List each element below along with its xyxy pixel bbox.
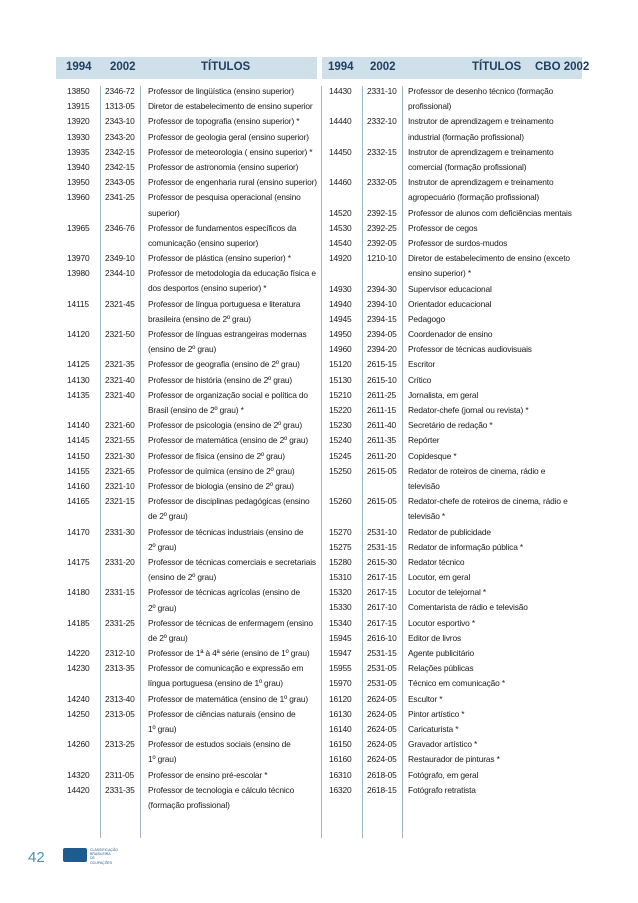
code-1994: 16150 — [329, 739, 352, 750]
occupation-title: Locutor, em geral — [408, 572, 471, 583]
occupation-title: 1º grau) — [148, 724, 177, 735]
code-2002: 2394-05 — [367, 329, 397, 340]
code-2002: 2346-76 — [105, 222, 135, 233]
code-2002: 2331-20 — [105, 556, 135, 567]
occupation-title: Professor de fundamentos específicos da — [148, 222, 297, 233]
table-row — [0, 375, 638, 390]
left-table-header — [56, 57, 317, 79]
occupation-title: Gravador artístico * — [408, 739, 478, 750]
table-row — [0, 542, 638, 557]
code-2002: 2394-30 — [367, 283, 397, 294]
code-1994: 15340 — [329, 617, 352, 628]
code-1994: 15945 — [329, 632, 352, 643]
occupation-title: (formação profissional) — [148, 800, 230, 811]
code-2002: 2624-05 — [367, 739, 397, 750]
occupation-title: Professor de cegos — [408, 222, 478, 233]
code-2002: 2321-10 — [105, 480, 135, 491]
code-1994: 15245 — [329, 450, 352, 461]
code-1994: 14120 — [67, 329, 90, 340]
code-2002: 2394-15 — [367, 313, 397, 324]
occupation-title: Pintor artístico * — [408, 708, 465, 719]
code-1994: 15955 — [329, 663, 352, 674]
code-1994: 14440 — [329, 116, 352, 127]
code-1994: 13940 — [67, 161, 90, 172]
code-2002: 2624-05 — [367, 723, 397, 734]
code-2002: 2531-15 — [367, 648, 397, 659]
code-2002: 2346-72 — [105, 86, 135, 96]
right-table-body — [0, 86, 638, 800]
occupation-title: 1º grau) — [148, 754, 177, 765]
occupation-title: Copidesque * — [408, 450, 457, 461]
code-1994: 15220 — [329, 405, 352, 416]
table-row — [0, 572, 638, 587]
code-2002: 2343-20 — [105, 131, 135, 142]
occupation-title: comercial (formação profissional) — [408, 161, 527, 172]
code-2002: 2331-15 — [105, 587, 135, 598]
right-table-header — [322, 57, 590, 79]
table-row — [0, 618, 638, 633]
occupation-title: comunicação (ensino superior) — [148, 237, 259, 248]
code-2002: 2332-10 — [367, 116, 397, 127]
occupation-title: Professor de metodologia da educação física e — [148, 268, 316, 279]
table-row — [0, 435, 638, 450]
code-1994: 14460 — [329, 177, 352, 188]
code-2002: 2313-05 — [105, 708, 135, 719]
code-2002: 2611-25 — [367, 389, 397, 400]
code-2002: 1313-05 — [105, 101, 135, 112]
table-row — [0, 359, 638, 374]
code-2002: 2615-30 — [367, 556, 397, 567]
occupation-title: Locutor esportivo * — [408, 617, 475, 628]
code-2002: 2321-40 — [105, 389, 135, 400]
code-2002: 2394-10 — [367, 298, 397, 309]
table-row — [0, 177, 638, 207]
code-1994: 14240 — [67, 693, 90, 704]
code-2002: 2531-05 — [367, 663, 397, 674]
occupation-title: língua portuguesa (ensino de 1º grau) — [148, 678, 283, 689]
code-1994: 13970 — [67, 253, 90, 264]
code-1994: 15320 — [329, 587, 352, 598]
code-2002: 2624-05 — [367, 754, 397, 765]
occupation-title: Redator-chefe de roteiros de cinema, rádio e — [408, 496, 568, 507]
code-2002: 2531-05 — [367, 678, 397, 689]
occupation-title: Professor de psicologia (ensino de 2º grau) — [148, 420, 302, 431]
occupation-title: Professor de plástica (ensino superior) * — [148, 253, 291, 264]
page-number: 42 — [28, 849, 45, 866]
header-1994: 1994 — [66, 61, 92, 73]
code-2002: 2332-15 — [367, 146, 397, 157]
table-row — [0, 648, 638, 663]
code-2002: 2615-05 — [367, 496, 397, 507]
occupation-title: Professor de 1ª à 4ª série (ensino de 1º grau) — [148, 648, 310, 659]
occupation-title: Professor de meteorologia ( ensino superior) * — [148, 146, 313, 157]
code-1994: 15120 — [329, 359, 352, 370]
occupation-title: Fotógrafo, em geral — [408, 769, 479, 780]
occupation-title: Professor de astronomia (ensino superior) — [148, 161, 299, 172]
code-1994: 14180 — [67, 587, 90, 598]
code-1994: 16120 — [329, 693, 352, 704]
code-2002: 2321-60 — [105, 420, 135, 431]
occupation-title: Coordenador de ensino — [408, 329, 493, 340]
occupation-title: 2º grau) — [148, 602, 177, 613]
occupation-title: Professor de organização social e política do — [148, 389, 308, 400]
occupation-title: superior) — [148, 207, 180, 218]
code-1994: 13965 — [67, 222, 90, 233]
header-2002: 2002 — [110, 61, 136, 73]
table-row — [0, 587, 638, 602]
code-2002: 2392-25 — [367, 222, 397, 233]
code-2002: 2321-15 — [105, 496, 135, 507]
code-1994: 14125 — [67, 359, 90, 370]
code-1994: 14920 — [329, 253, 352, 264]
occupation-title: Professor de geografia (ensino de 2º grau) — [148, 359, 300, 370]
code-2002: 2616-10 — [367, 632, 397, 643]
code-1994: 16160 — [329, 754, 352, 765]
code-1994: 14530 — [329, 222, 352, 233]
occupation-title: Redator-chefe (jornal ou revista) * — [408, 405, 529, 416]
occupation-title: Professor de estudos sociais (ensino de — [148, 739, 291, 750]
code-1994: 14940 — [329, 298, 352, 309]
code-2002: 2615-05 — [367, 465, 397, 476]
occupation-title: televisão — [408, 480, 440, 491]
occupation-title: Professor de disciplinas pedagógicas (ensino — [148, 496, 310, 507]
code-1994: 15130 — [329, 374, 352, 385]
code-2002: 2342-15 — [105, 161, 135, 172]
occupation-title: Professor de técnicas audiovisuais — [408, 344, 532, 355]
code-2002: 2617-15 — [367, 572, 397, 583]
occupation-title: Professor de matemática (ensino de 1º grau) — [148, 693, 309, 704]
code-1994: 14430 — [329, 86, 352, 96]
code-2002: 2321-55 — [105, 435, 135, 446]
code-2002: 2311-05 — [105, 769, 135, 780]
code-1994: 14320 — [67, 769, 90, 780]
occupation-title: Professor de história (ensino de 2º grau) — [148, 374, 293, 385]
occupation-title: Repórter — [408, 435, 440, 446]
code-2002: 2611-35 — [367, 435, 397, 446]
occupation-title: profissional) — [408, 101, 452, 112]
occupation-title: Professor de pesquisa operacional (ensino — [148, 192, 301, 203]
code-1994: 14250 — [67, 708, 90, 719]
occupation-title: Locutor de telejornal * — [408, 587, 487, 598]
table-row — [0, 208, 638, 223]
table-row — [0, 299, 638, 314]
code-2002: 2618-15 — [367, 784, 397, 795]
code-1994: 15210 — [329, 389, 352, 400]
code-2002: 2332-05 — [367, 177, 397, 188]
occupation-title: Redator de publicidade — [408, 526, 491, 537]
code-2002: 2312-10 — [105, 648, 135, 659]
code-1994: 14155 — [67, 465, 90, 476]
table-row — [0, 557, 638, 572]
code-2002: 2394-20 — [367, 344, 397, 355]
table-row — [0, 451, 638, 466]
code-2002: 2343-10 — [105, 116, 135, 127]
code-1994: 13980 — [67, 268, 90, 279]
occupation-title: televisão * — [408, 511, 445, 522]
code-2002: 2392-05 — [367, 237, 397, 248]
code-1994: 15230 — [329, 420, 352, 431]
code-1994: 13935 — [67, 146, 90, 157]
code-1994: 14420 — [67, 784, 90, 795]
occupation-title: Diretor de estabelecimento de ensino (exceto — [408, 253, 570, 264]
code-2002: 2611-20 — [367, 450, 397, 461]
occupation-title: 2º grau) — [148, 541, 177, 552]
code-2002: 2349-10 — [105, 253, 135, 264]
code-1994: 13920 — [67, 116, 90, 127]
code-1994: 14520 — [329, 207, 352, 218]
code-2002: 2617-10 — [367, 602, 397, 613]
code-2002: 2313-25 — [105, 739, 135, 750]
occupation-title: Supervisor educacional — [408, 283, 492, 294]
occupation-title: Agente publicitário — [408, 648, 475, 659]
code-2002: 2611-40 — [367, 420, 397, 431]
table-row — [0, 527, 638, 542]
code-1994: 14950 — [329, 329, 352, 340]
occupation-title: Professor de técnicas comerciais e secretariais — [148, 556, 316, 567]
occupation-title: Professor de topografia (ensino superior) * — [148, 116, 300, 127]
code-2002: 2331-30 — [105, 526, 135, 537]
code-2002: 2343-05 — [105, 177, 135, 188]
occupation-title: Diretor de estabelecimento de ensino superior — [148, 101, 313, 112]
code-1994: 14450 — [329, 146, 352, 157]
code-2002: 2313-40 — [105, 693, 135, 704]
occupation-title: Professor de comunicação e expressão em — [148, 663, 304, 674]
occupation-title: ensino superior) * — [408, 268, 471, 279]
occupation-title: Fotógrafo retratista — [408, 784, 476, 795]
occupation-title: Redator técnico — [408, 556, 465, 567]
code-2002: 2331-35 — [105, 784, 135, 795]
code-2002: 2321-35 — [105, 359, 135, 370]
occupation-title: Comentarista de rádio e televisão — [408, 602, 528, 613]
code-1994: 15280 — [329, 556, 352, 567]
code-1994: 16140 — [329, 723, 352, 734]
code-2002: 2342-15 — [105, 146, 135, 157]
code-2002: 2615-10 — [367, 374, 397, 385]
table-row — [0, 496, 638, 526]
occupation-title: Professor de língua portuguesa e literatura — [148, 298, 301, 309]
header-titulos: TÍTULOS — [472, 61, 522, 73]
cbo-logo-icon — [63, 848, 87, 862]
table-row — [0, 86, 638, 116]
occupation-title: Professor de técnicas agrícolas (ensino de — [148, 587, 300, 598]
table-row — [0, 770, 638, 785]
occupation-title: de 2º grau) — [148, 632, 188, 643]
occupation-title: Restaurador de pinturas * — [408, 754, 500, 765]
table-row — [0, 663, 638, 678]
occupation-title: Instrutor de aprendizagem e treinamento — [408, 177, 554, 188]
table-row — [0, 678, 638, 693]
code-1994: 13850 — [67, 86, 90, 96]
code-1994: 14960 — [329, 344, 352, 355]
code-2002: 2321-30 — [105, 450, 135, 461]
code-1994: 16130 — [329, 708, 352, 719]
occupation-title: Instrutor de aprendizagem e treinamento — [408, 146, 554, 157]
occupation-title: dos desportos (ensino superior) * — [148, 283, 267, 294]
code-1994: 13930 — [67, 131, 90, 142]
occupation-title: brasileira (ensino de 2º grau) — [148, 313, 251, 324]
occupation-title: de 2º grau) — [148, 511, 188, 522]
code-1994: 15310 — [329, 572, 352, 583]
table-row — [0, 466, 638, 496]
header-titulos: TÍTULOS — [201, 61, 251, 73]
occupation-title: Professor de engenharia rural (ensino superior) — [148, 177, 317, 188]
occupation-title: (ensino de 2º grau) — [148, 344, 217, 355]
occupation-title: Redator de roteiros de cinema, rádio e — [408, 465, 546, 476]
code-2002: 2531-10 — [367, 526, 397, 537]
occupation-title: Escultor * — [408, 693, 443, 704]
table-row — [0, 602, 638, 617]
occupation-title: Professor de lingüística (ensino superior) — [148, 86, 294, 96]
code-2002: 1210-10 — [367, 253, 397, 264]
occupation-title: Brasil (ensino de 2º grau) * — [148, 405, 244, 416]
logo-text: CLASSIFICAÇÃO BRASILEIRA DE OCUPAÇÕES — [90, 848, 119, 865]
table-row — [0, 754, 638, 769]
occupation-title: Professor de biologia (ensino de 2º grau) — [148, 480, 294, 491]
code-1994: 14930 — [329, 283, 352, 294]
header-2002: 2002 — [370, 61, 396, 73]
code-1994: 13915 — [67, 101, 90, 112]
code-2002: 2321-40 — [105, 374, 135, 385]
code-1994: 14145 — [67, 435, 90, 446]
header-cbo: CBO 2002 — [535, 61, 590, 73]
occupation-title: Relações públicas — [408, 663, 474, 674]
occupation-title: Redator de informação pública * — [408, 541, 523, 552]
table-row — [0, 238, 638, 253]
table-row — [0, 253, 638, 283]
table-row — [0, 147, 638, 177]
code-1994: 14130 — [67, 374, 90, 385]
occupation-title: Professor de ciências naturais (ensino de — [148, 708, 296, 719]
table-row — [0, 223, 638, 238]
occupation-title: Editor de livros — [408, 632, 461, 643]
table-row — [0, 390, 638, 405]
table-row — [0, 405, 638, 420]
code-2002: 2392-15 — [367, 207, 397, 218]
code-2002: 2331-10 — [367, 86, 397, 96]
table-row — [0, 314, 638, 329]
code-2002: 2321-50 — [105, 329, 135, 340]
code-1994: 14220 — [67, 648, 90, 659]
code-1994: 15947 — [329, 648, 352, 659]
occupation-title: Professor de ensino pré-escolar * — [148, 769, 268, 780]
occupation-title: Instrutor de aprendizagem e treinamento — [408, 116, 554, 127]
code-2002: 2331-25 — [105, 617, 135, 628]
code-1994: 14140 — [67, 420, 90, 431]
occupation-title: Professor de química (ensino de 2º grau) — [148, 465, 295, 476]
occupation-title: Professor de física (ensino de 2º grau) — [148, 450, 285, 461]
occupation-title: Secretário de redação * — [408, 420, 493, 431]
code-2002: 2611-15 — [367, 405, 397, 416]
occupation-title: Escritor — [408, 359, 436, 370]
code-1994: 14175 — [67, 556, 90, 567]
code-1994: 14945 — [329, 313, 352, 324]
occupation-title: Professor de alunos com deficiências mentais — [408, 207, 572, 218]
code-1994: 13960 — [67, 192, 90, 203]
code-1994: 14135 — [67, 389, 90, 400]
code-1994: 15250 — [329, 465, 352, 476]
occupation-title: Caricaturista * — [408, 723, 459, 734]
code-1994: 15330 — [329, 602, 352, 613]
code-1994: 15270 — [329, 526, 352, 537]
table-row — [0, 709, 638, 724]
code-2002: 2341-25 — [105, 192, 135, 203]
code-2002: 2344-10 — [105, 268, 135, 279]
occupation-title: industrial (formação profissional) — [408, 131, 524, 142]
code-2002: 2617-15 — [367, 617, 397, 628]
code-1994: 14150 — [67, 450, 90, 461]
table-row — [0, 694, 638, 709]
table-row — [0, 739, 638, 754]
occupation-title: Professor de matemática (ensino de 2º grau) — [148, 435, 309, 446]
occupation-title: agropecuário (formação profissional) — [408, 192, 539, 203]
code-2002: 2531-15 — [367, 541, 397, 552]
code-1994: 14170 — [67, 526, 90, 537]
occupation-title: (ensino de 2º grau) — [148, 572, 217, 583]
code-2002: 2624-05 — [367, 708, 397, 719]
occupation-title: Jornalista, em geral — [408, 389, 479, 400]
code-2002: 2313-35 — [105, 663, 135, 674]
code-1994: 16310 — [329, 769, 352, 780]
code-1994: 14160 — [67, 480, 90, 491]
code-1994: 14540 — [329, 237, 352, 248]
code-1994: 14260 — [67, 739, 90, 750]
table-row — [0, 420, 638, 435]
code-1994: 14165 — [67, 496, 90, 507]
occupation-title: Crítico — [408, 374, 432, 385]
occupation-title: Professor de técnicas industriais (ensino de — [148, 526, 304, 537]
table-row — [0, 633, 638, 648]
table-row — [0, 329, 638, 344]
occupation-title: Professor de geologia geral (ensino superior) — [148, 131, 309, 142]
occupation-title: Pedagogo — [408, 313, 445, 324]
code-1994: 15275 — [329, 541, 352, 552]
code-1994: 14185 — [67, 617, 90, 628]
header-1994: 1994 — [328, 61, 354, 73]
code-2002: 2624-05 — [367, 693, 397, 704]
occupation-title: Professor de desenho técnico (formação — [408, 86, 554, 96]
code-2002: 2618-05 — [367, 769, 397, 780]
code-1994: 15970 — [329, 678, 352, 689]
occupation-title: Professor de surdos-mudos — [408, 237, 508, 248]
occupation-title: Técnico em comunicação * — [408, 678, 505, 689]
table-row — [0, 344, 638, 359]
code-1994: 14230 — [67, 663, 90, 674]
table-row — [0, 785, 638, 800]
occupation-title: Professor de línguas estrangeiras modernas — [148, 329, 307, 340]
table-row — [0, 724, 638, 739]
code-2002: 2321-65 — [105, 465, 135, 476]
code-2002: 2615-15 — [367, 359, 397, 370]
code-1994: 15260 — [329, 496, 352, 507]
table-row — [0, 116, 638, 146]
code-1994: 13950 — [67, 177, 90, 188]
code-2002: 2321-45 — [105, 298, 135, 309]
code-1994: 15240 — [329, 435, 352, 446]
occupation-title: Professor de técnicas de enfermagem (ensino — [148, 617, 313, 628]
code-1994: 16320 — [329, 784, 352, 795]
table-row — [0, 284, 638, 299]
occupation-title: Orientador educacional — [408, 298, 492, 309]
occupation-title: Professor de tecnologia e cálculo técnico — [148, 784, 295, 795]
code-1994: 14115 — [67, 298, 89, 309]
code-2002: 2617-15 — [367, 587, 397, 598]
